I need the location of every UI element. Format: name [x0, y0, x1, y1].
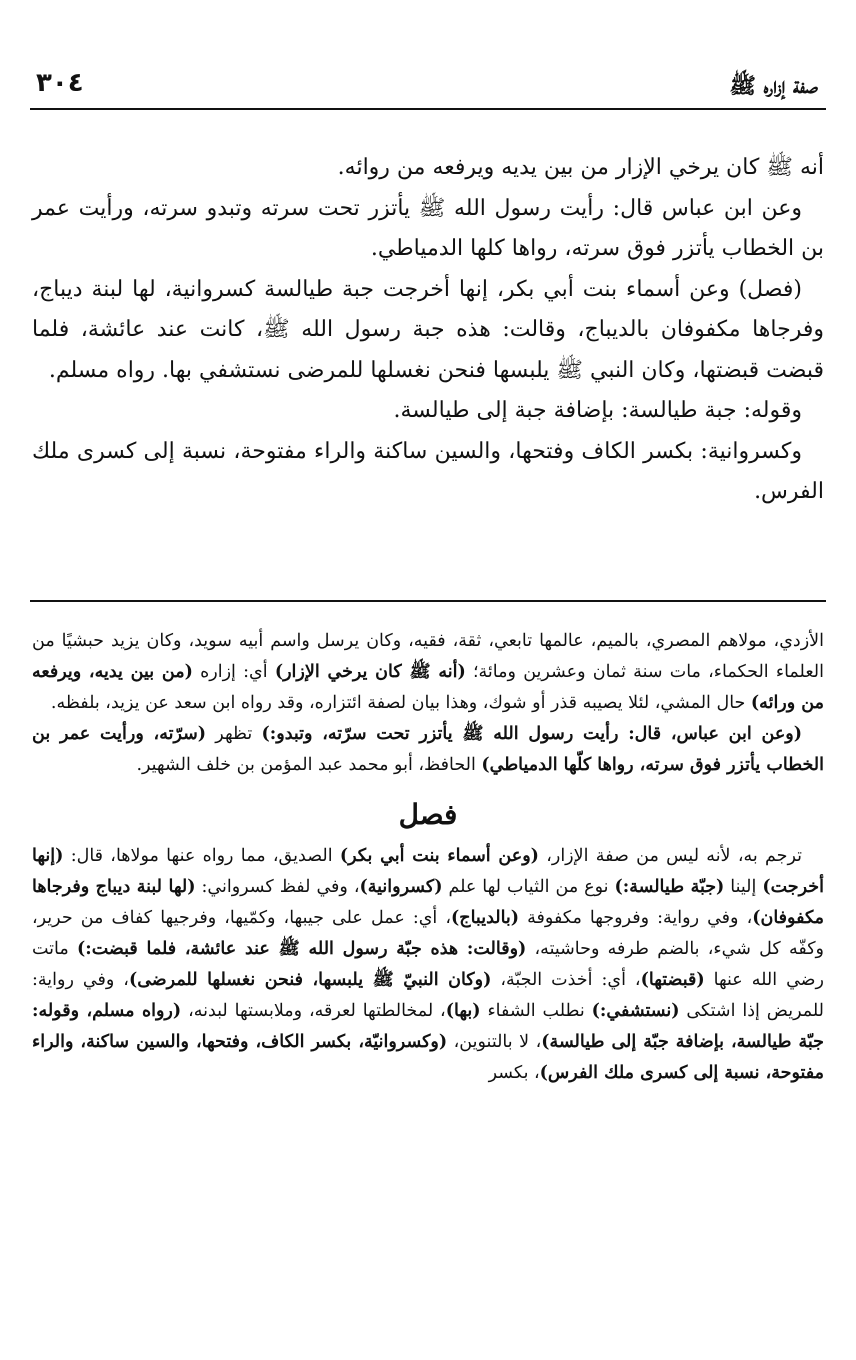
quoted-matn: (وكان النبيّ ﷺ يلبسها، فنحن نغسلها للمرضى)	[128, 970, 492, 990]
commentary-text: نطلب الشفاء	[480, 1001, 592, 1021]
commentary-text: ، أي: أخذت الجبّة،	[491, 970, 641, 990]
commentary-text: الأزدي، مولاهم المصري، بالميم، عالمها تابعي، ثقة، فقيه، وكان يرسل واسم أبيه سويد، وكان يزيد حبشيًا من العلماء الحكماء، مات سنة ثمان وعشرين ومائة؛	[32, 631, 824, 682]
main-paragraph: وعن ابن عباس قال: رأيت رسول الله ﷺ يأتزر تحت سرته وتبدو سرته، ورأيت عمر بن الخطاب يأتزر فوق سرته، رواها كلها الدمياطي.	[32, 195, 824, 261]
commentary-text: ، لا بالتنوين،	[447, 1032, 542, 1052]
commentary-text: الحافظ، أبو محمد عبد المؤمن بن خلف الشهير.	[136, 755, 482, 775]
commentary-paragraph	[32, 626, 824, 719]
quoted-matn: (قبضتها)	[640, 970, 705, 990]
quoted-matn: (وقالت: هذه جبّة رسول الله ﷺ عند عائشة، فلما قبضت:)	[77, 939, 527, 959]
commentary-text: ، وفي رواية: للمريض إذا اشتكى	[32, 970, 824, 1021]
quoted-matn: (نستشفي:)	[591, 1001, 680, 1021]
quoted-matn: (لها لبنة ديباج وفرجاها مكفوفان)	[32, 877, 824, 928]
section-heading: فصل	[398, 798, 458, 831]
quoted-matn: (بها)	[445, 1001, 481, 1021]
commentary-text: ، لمخالطتها لعرقه، وملابستها لبدنه،	[181, 1001, 446, 1021]
commentary-text: ماتت رضي الله عنها	[32, 939, 824, 990]
separator-rule	[30, 600, 826, 602]
commentary-text: الصديق، مما رواه عنها مولاها، قال:	[63, 846, 340, 866]
commentary-text: ، بكسر	[488, 1063, 540, 1083]
commentary-text: تظهر	[206, 724, 262, 744]
commentary-text: ، أي: عمل على جيبها، وكمّيها، وفرجيها كفاف من حرير، وكفّه كل شيء، بالضم طرفه وحاشيته،	[32, 908, 824, 959]
quoted-matn: (وعن ابن عباس، قال: رأيت رسول الله ﷺ يأتزر تحت سرّته، وتبدو:)	[261, 724, 803, 744]
commentary-text: حال المشي، لئلا يصيبه قذر أو شوك، وهذا بيان لصفة ائتزاره، وقد رواه ابن سعد عن يزيد، بلفظه.	[50, 693, 751, 713]
commentary-text: ، وفي لفظ كسرواني:	[195, 877, 360, 897]
running-title: صفة إزاره ﷺ	[729, 73, 818, 99]
commentary-paragraph	[32, 719, 824, 781]
main-text-block	[32, 148, 824, 513]
page-header	[30, 60, 826, 110]
quoted-matn: (رواه مسلم، وقوله: جبّة طيالسة، بإضافة جبّة إلى طيالسة)	[32, 1001, 825, 1052]
quoted-matn: (كسروانية)	[359, 877, 443, 897]
quoted-matn: (من بين يديه، ويرفعه من ورائه)	[32, 662, 824, 713]
quoted-matn: (إنها أخرجت)	[32, 846, 824, 897]
quoted-matn: (بالديباج)	[451, 908, 520, 928]
commentary-text: ، وفي رواية: وفروجها مكفوفة	[519, 908, 753, 928]
commentary-block	[32, 626, 824, 1089]
main-paragraph: وكسروانية: بكسر الكاف وفتحها، والسين ساكنة والراء مفتوحة، نسبة إلى كسرى ملك الفرس.	[32, 438, 824, 504]
main-paragraph: وقوله: جبة طيالسة: بإضافة جبة إلى طيالسة.	[393, 398, 802, 423]
main-paragraph: أنه ﷺ كان يرخي الإزار من بين يديه ويرفعه من روائه.	[337, 155, 824, 180]
quoted-matn: (أنه ﷺ كان يرخي الإزار)	[274, 662, 466, 682]
quoted-matn: (جبّة طيالسة:)	[614, 877, 725, 897]
commentary-text: أي: إزاره	[192, 662, 275, 682]
quoted-matn: (وعن أسماء بنت أبي بكر)	[339, 846, 539, 866]
commentary-paragraph	[32, 841, 824, 1089]
quoted-matn: (وكسروانيّة، بكسر الكاف، وفتحها، والسين ساكنة، والراء مفتوحة، نسبة إلى كسرى ملك الفرس)	[32, 1032, 824, 1083]
commentary-text: إلينا	[724, 877, 763, 897]
commentary-text: نوع من الثياب لها علم	[442, 877, 615, 897]
page-number: ٣٠٤	[36, 68, 84, 98]
quoted-matn: (سرّته، ورأيت عمر بن الخطاب يأتزر فوق سرته، رواها كلّها الدمياطي)	[32, 724, 824, 775]
commentary-text: ترجم به، لأنه ليس من صفة الإزار،	[538, 846, 802, 866]
main-paragraph: (فصل) وعن أسماء بنت أبي بكر، إنها أخرجت جبة طيالسة كسروانية، لها لبنة ديباج، وفرجاها مكفوفان بالديباج، وقالت: هذه جبة رسول الله ﷺ، كانت عند عائشة، فلما قبضت قبضتها، وكان النبي ﷺ يلبسها فنحن نغسلها للمرضى نستشفي بها. رواه مسلم.	[32, 276, 824, 383]
